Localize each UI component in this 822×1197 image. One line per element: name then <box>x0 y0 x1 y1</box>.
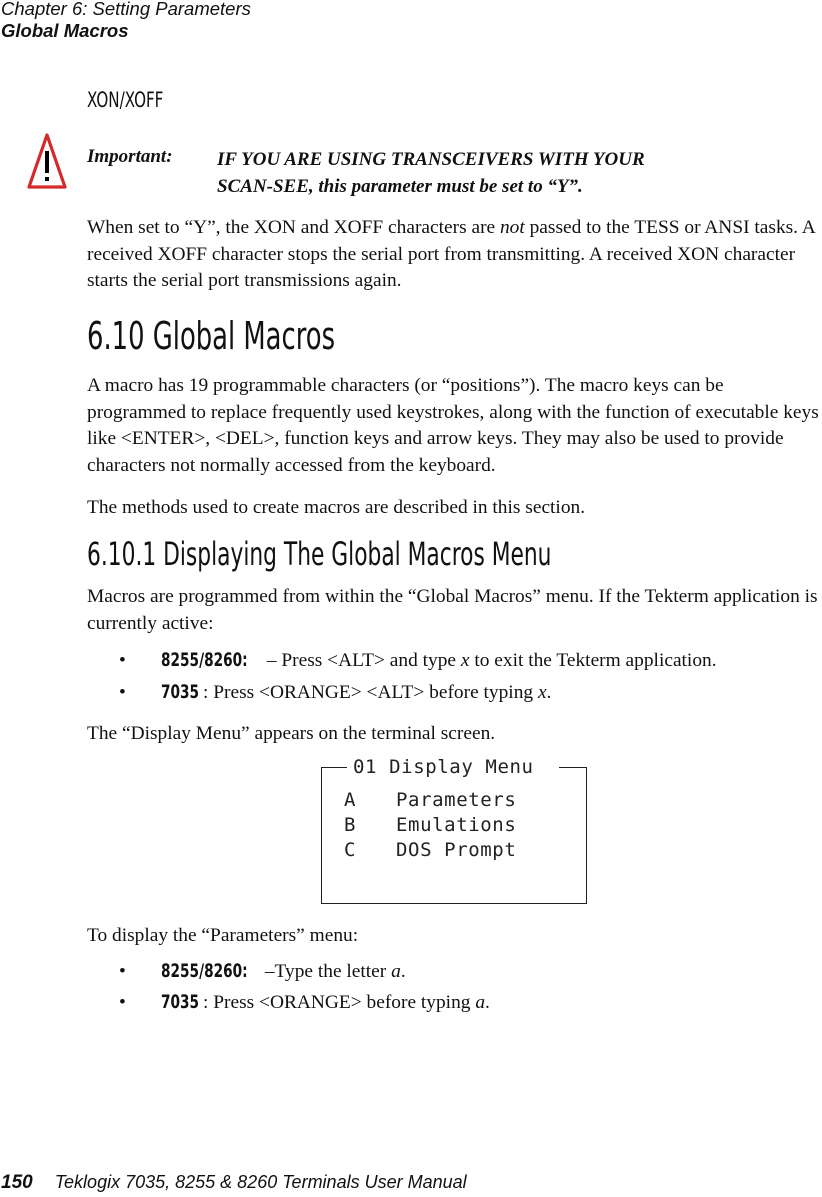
bullet-text-end: to exit the Tekterm application. <box>469 650 717 671</box>
menu-item-emulations <box>344 814 516 836</box>
menu-border-right <box>559 767 587 768</box>
xon-paragraph <box>87 215 822 295</box>
display-menu-screen <box>321 756 587 904</box>
bullet-text: : Press <ORANGE> before typing <box>203 992 476 1013</box>
page-footer <box>1 1172 467 1194</box>
warning-icon <box>27 131 67 189</box>
page-number: 150 <box>1 1172 33 1193</box>
bullet-text-end: . <box>400 961 406 982</box>
menu-item-key: B <box>344 814 357 836</box>
bullet-dot: • <box>119 961 126 982</box>
important-label: Important: <box>87 146 173 167</box>
menu-item-key: C <box>344 839 357 861</box>
menu-border-left <box>321 767 347 768</box>
section-heading: 6.10 Global Macros <box>87 314 336 358</box>
bullet-model: 7035 <box>161 991 200 1013</box>
menu-item-label: Parameters <box>396 789 517 811</box>
menu-item-parameters <box>344 789 516 811</box>
bullet-item <box>119 958 406 985</box>
bullet-emph: x <box>460 650 470 671</box>
bullet-model: 8255/8260: <box>161 960 248 982</box>
bullet-text: – Press <ALT> and type <box>262 650 461 671</box>
bullet-item <box>119 989 490 1016</box>
bullet-dot: • <box>119 650 126 671</box>
xon-paragraph-text-2: passed to the TESS or ANSI tasks. A received XOFF character stops the serial port from transmitting. A received XON character starts the serial port transmissions again. <box>87 217 815 292</box>
menu-item-label: DOS Prompt <box>396 839 517 861</box>
xon-xoff-heading: XON/XOFF <box>87 88 164 112</box>
bullet-item <box>119 679 551 706</box>
menu-title: 01 Display Menu <box>353 756 534 778</box>
bullet-text-end: . <box>546 682 552 703</box>
bullet-text: –Type the letter <box>260 961 392 982</box>
bullet-dot: • <box>119 992 126 1013</box>
bullet-text: : Press <ORANGE> <ALT> before typing <box>203 682 538 703</box>
bullet-emph: a <box>391 961 401 982</box>
bullet-emph: x <box>537 682 547 703</box>
important-text <box>217 146 645 200</box>
manual-title: Teklogix 7035, 8255 & 8260 Terminals User Manual <box>54 1172 467 1192</box>
parameters-sentence: To display the “Parameters” menu: <box>87 925 359 946</box>
important-line-2: SCAN-SEE, this parameter must be set to “Y”. <box>217 176 583 197</box>
menu-item-dos-prompt <box>344 839 516 861</box>
section-paragraph-1: A macro has 19 programmable characters (or “positions”). The macro keys can be programmed to replace frequently used keystrokes, along with the function of executable keys like <ENTER>, <DEL>, function keys and arrow keys. They may also be used to provide characters not normally accessed from the keyboard. <box>87 375 819 476</box>
subsection-paragraph: Macros are programmed from within the “Global Macros” menu. If the Tekterm application is currently active: <box>87 586 818 634</box>
bullet-model: 7035 <box>161 681 200 703</box>
running-head-chapter: Chapter 6: Setting Parameters <box>1 0 251 19</box>
xon-paragraph-emph: not <box>499 217 525 238</box>
bullet-text-end: . <box>485 992 490 1013</box>
important-line-1: IF YOU ARE USING TRANSCEIVERS WITH YOUR <box>217 149 645 170</box>
bullet-item <box>119 647 717 674</box>
menu-item-label: Emulations <box>396 814 517 836</box>
xon-paragraph-text-1: When set to “Y”, the XON and XOFF characters are <box>87 217 500 238</box>
bullet-dot: • <box>119 682 126 703</box>
running-head <box>1 0 251 42</box>
bullet-emph: a <box>475 992 486 1013</box>
display-menu-sentence: The “Display Menu” appears on the terminal screen. <box>87 723 496 744</box>
running-head-section: Global Macros <box>1 20 129 41</box>
subsection-heading: 6.10.1 Displaying The Global Macros Menu <box>87 535 552 573</box>
section-paragraph-2: The methods used to create macros are described in this section. <box>87 497 586 518</box>
menu-item-key: A <box>344 789 357 811</box>
bullet-model: 8255/8260: <box>161 649 248 671</box>
